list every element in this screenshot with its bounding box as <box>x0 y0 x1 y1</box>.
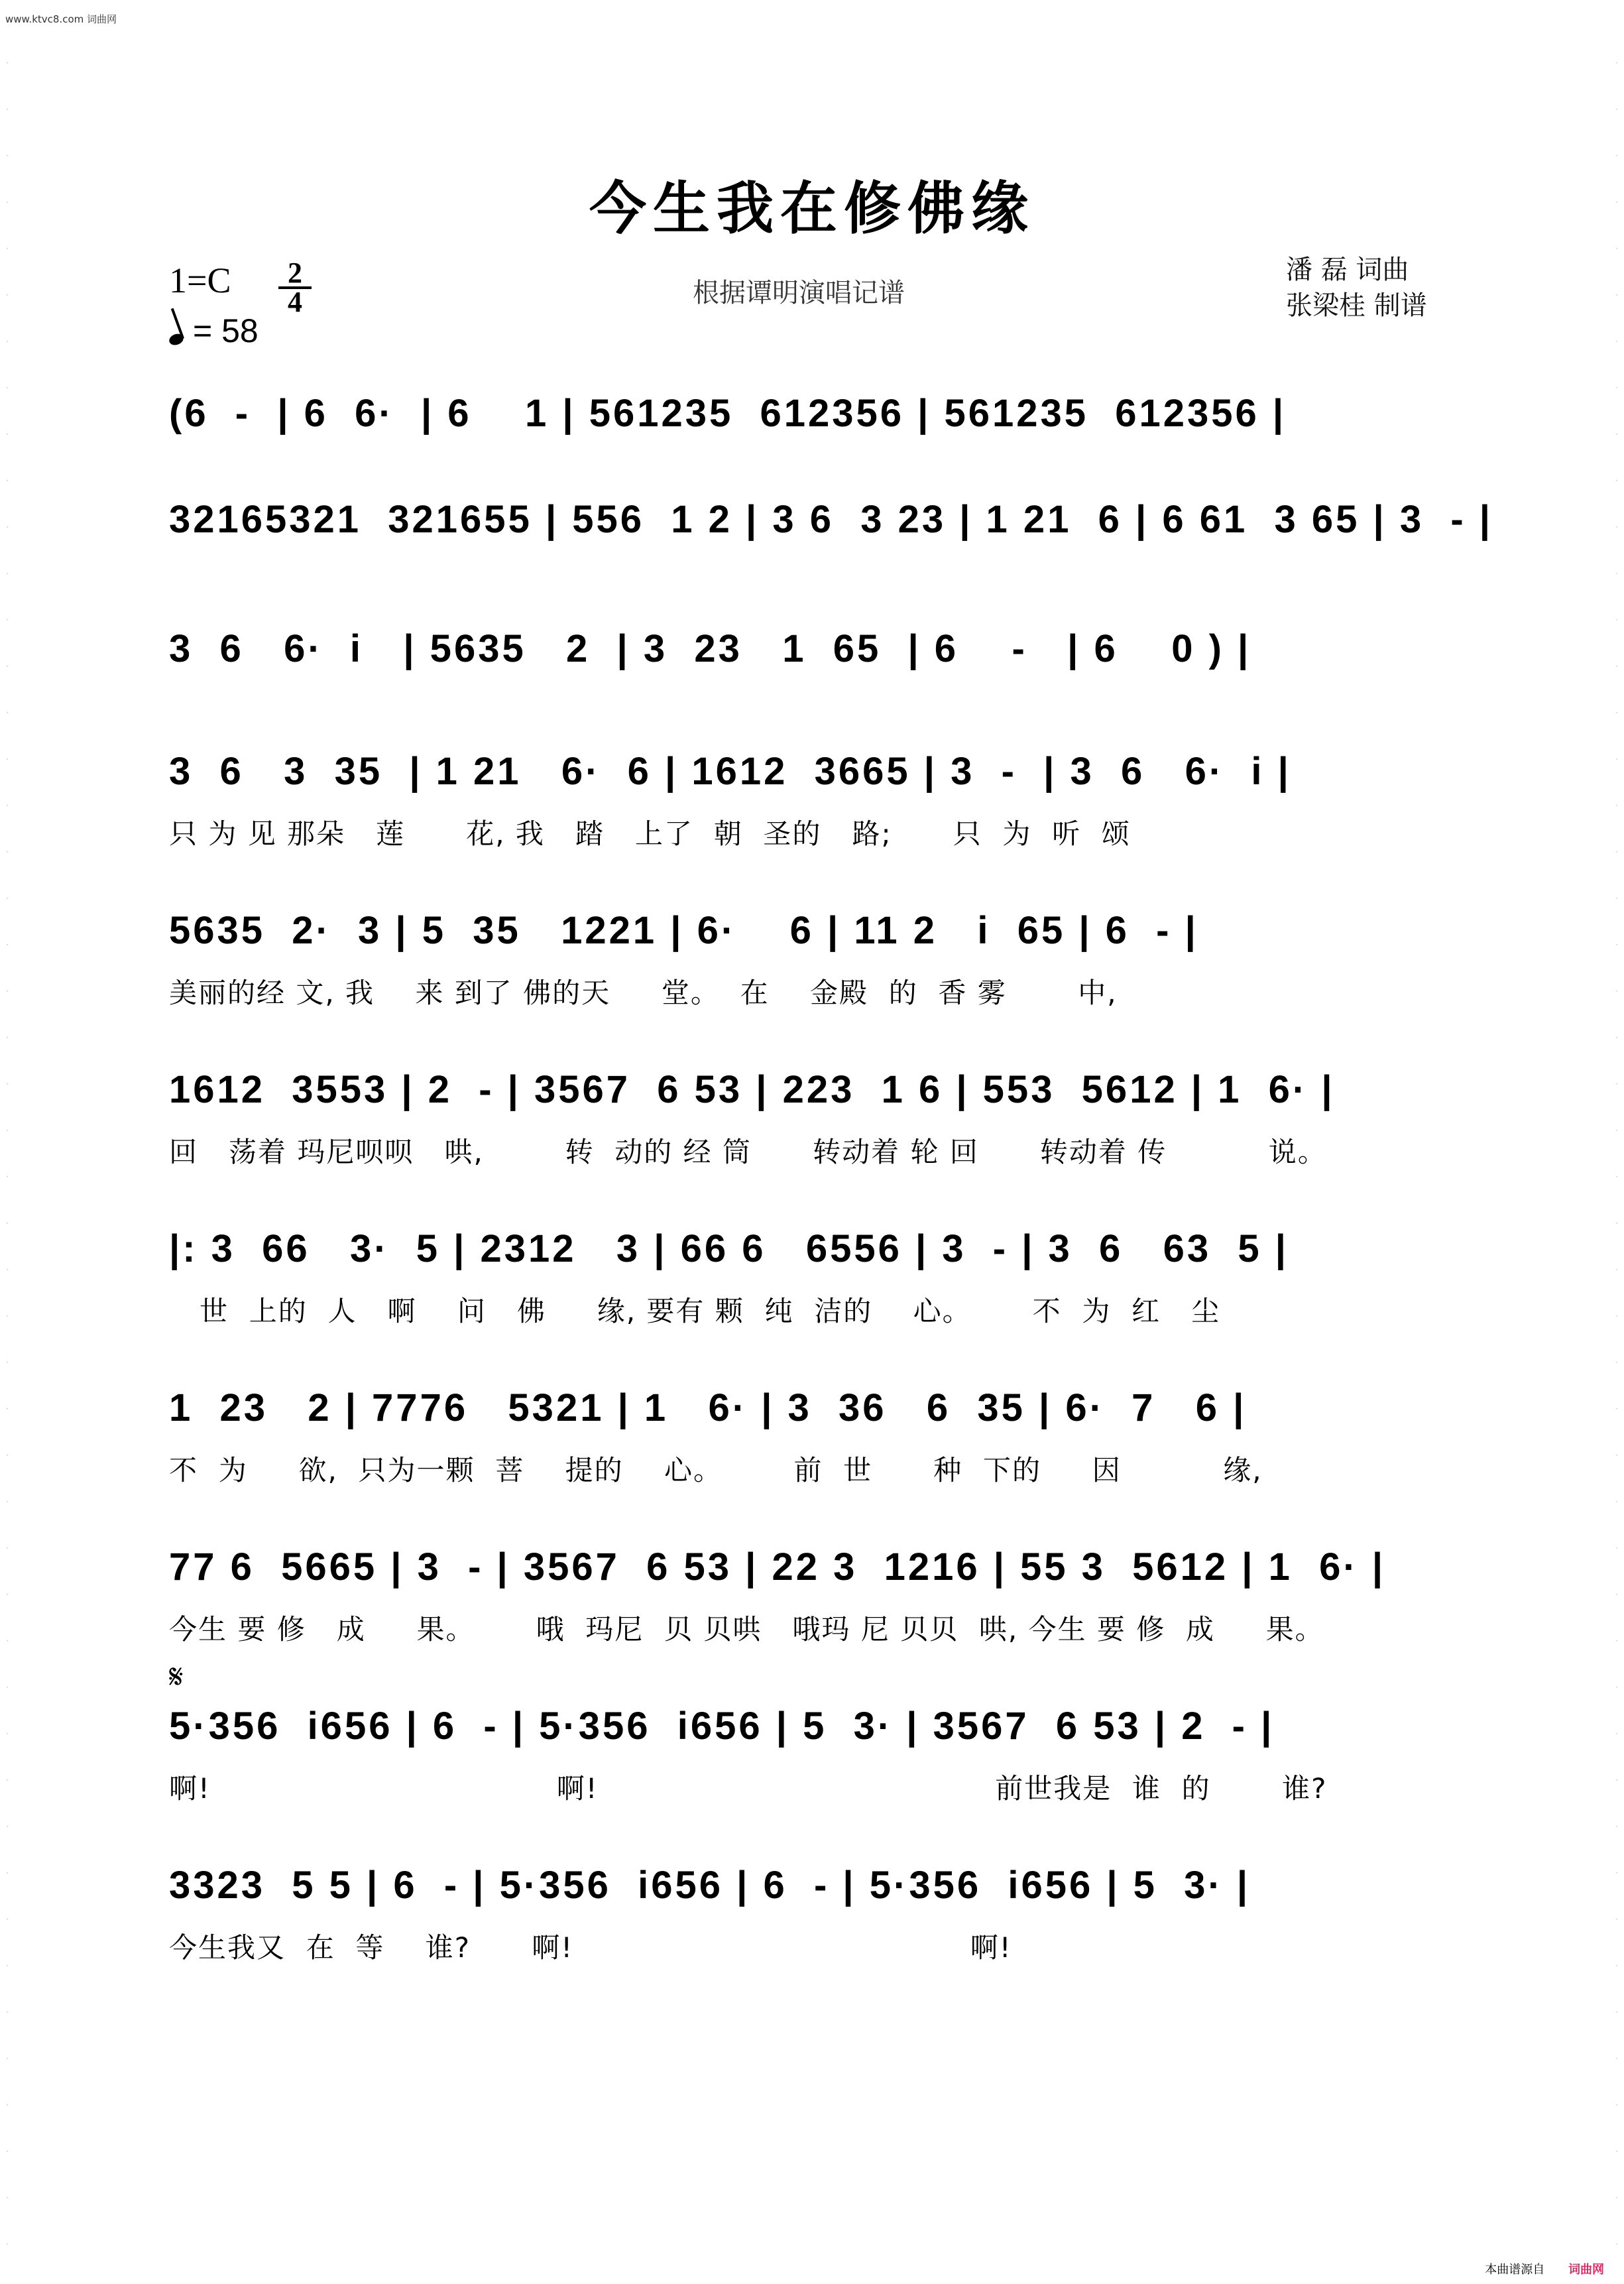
lyrics-line: 回 荡着 玛尼呗呗 哄, 转 动的 经 筒 转动着 轮 回 转动着 传 说。 <box>169 1136 1327 1168</box>
margin-mark: · <box>1615 337 1618 346</box>
margin-mark: · <box>1615 1543 1618 1553</box>
margin-mark: · <box>1615 708 1618 717</box>
tempo-marking <box>169 312 259 350</box>
margin-mark: · <box>1615 987 1618 996</box>
margin-mark: · <box>6 1265 9 1274</box>
margin-mark: · <box>6 1033 9 1042</box>
margin-mark: · <box>6 58 9 68</box>
credit-lyrics-music: 潘 磊 词曲 <box>1286 255 1409 285</box>
margin-mark: · <box>1615 430 1618 439</box>
margin-mark: · <box>6 1775 9 1785</box>
margin-mark: · <box>1615 1033 1618 1042</box>
margin-mark: · <box>6 1451 9 1460</box>
margin-mark: · <box>6 1311 9 1321</box>
margin-mark: · <box>1615 847 1618 857</box>
left-margin-watermark <box>0 40 15 2271</box>
margin-mark: · <box>1615 290 1618 300</box>
credits <box>1286 252 1427 324</box>
margin-mark: · <box>1615 198 1618 207</box>
melody-line: 3 6 6· i | 5635 2 | 3 23 1 65 | 6 - | 6 0 ) | <box>169 627 1251 670</box>
margin-mark: · <box>6 1868 9 1878</box>
margin-mark: · <box>6 1497 9 1506</box>
melody-line: |: 3 66 3· 5 | 2312 3 | 66 6 6556 | 3 - | 3 6 63 5 | <box>169 1227 1289 1270</box>
margin-mark: · <box>1615 1358 1618 1367</box>
margin-mark: · <box>6 383 9 392</box>
margin-mark: · <box>1615 151 1618 160</box>
margin-mark: · <box>6 2193 9 2202</box>
margin-mark: · <box>6 430 9 439</box>
margin-mark: · <box>1615 1172 1618 1181</box>
margin-mark: · <box>6 662 9 671</box>
margin-mark: · <box>1615 1729 1618 1738</box>
margin-mark: · <box>6 198 9 207</box>
melody-line: 3323 5 5 | 6 - | 5·356 i656 | 6 - | 5·356 i656 | 5 3· | <box>169 1864 1251 1907</box>
margin-mark: · <box>6 894 9 903</box>
footer-brand: 词曲网 <box>1568 2263 1604 2277</box>
margin-mark: · <box>6 1729 9 1738</box>
lyrics-line: 不 为 欲, 只为一颗 菩 提的 心。 前 世 种 下的 因 缘, <box>169 1454 1263 1486</box>
margin-mark: · <box>1615 476 1618 485</box>
margin-mark: · <box>6 2054 9 2063</box>
tempo-value: = 58 <box>193 312 259 349</box>
margin-mark: · <box>6 1683 9 1692</box>
margin-mark: · <box>6 151 9 160</box>
margin-mark: · <box>1615 801 1618 810</box>
quarter-note-icon <box>168 332 185 347</box>
lyrics-line: 美丽的经 文, 我 来 到了 佛的天 堂。 在 金殿 的 香 雾 中, <box>169 977 1118 1009</box>
lyrics-line: 啊! 啊! 前世我是 谁 的 谁? <box>169 1772 1328 1805</box>
lyrics-line: 今生我又 在 等 谁? 啊! 啊! <box>169 1931 1012 1964</box>
margin-mark: · <box>6 337 9 346</box>
margin-mark: · <box>1615 2147 1618 2156</box>
margin-mark: · <box>6 940 9 949</box>
lyrics-line: 今生 要 修 成 果。 哦 玛尼 贝 贝哄 哦玛 尼 贝贝 哄, 今生 要 修 成 果。 <box>169 1613 1324 1646</box>
melody-line: 32165321 321655 | 556 1 2 | 3 6 3 23 | 1 21 6 | 6 61 3 65 | 3 - | <box>169 498 1493 541</box>
margin-mark: · <box>6 708 9 717</box>
margin-mark: · <box>6 1358 9 1367</box>
time-signature-top: 2 <box>278 260 312 289</box>
margin-mark: · <box>1615 244 1618 253</box>
melody-line: 77 6 5665 | 3 - | 3567 6 53 | 22 3 1216 | 55 3 5612 | 1 6· | <box>169 1545 1386 1589</box>
margin-mark: · <box>1615 662 1618 671</box>
margin-mark: · <box>1615 1915 1618 1924</box>
margin-mark: · <box>6 290 9 300</box>
margin-mark: · <box>6 2100 9 2110</box>
margin-mark: · <box>1615 522 1618 532</box>
margin-mark: · <box>1615 2100 1618 2110</box>
margin-mark: · <box>6 801 9 810</box>
melody-line: (6 - | 6 6· | 6 1 | 561235 612356 | 561235 612356 | <box>169 392 1287 435</box>
page-footer <box>1485 2260 1604 2277</box>
margin-mark: · <box>1615 1636 1618 1646</box>
right-margin-watermark <box>1609 40 1624 2271</box>
margin-mark: · <box>6 615 9 625</box>
margin-mark: · <box>1615 1311 1618 1321</box>
melody-line: 5635 2· 3 | 5 35 1221 | 6· 6 | 11 2 i 65 | 6 - | <box>169 909 1198 952</box>
margin-mark: · <box>1615 2008 1618 2017</box>
margin-mark: · <box>6 1543 9 1553</box>
melody-line: 5·356 i656 | 6 - | 5·356 i656 | 5 3· | 3567 6 53 | 2 - | <box>169 1705 1275 1748</box>
key-signature: 1=C <box>169 261 231 300</box>
margin-mark: · <box>1615 615 1618 625</box>
margin-mark: · <box>6 1079 9 1089</box>
margin-mark: · <box>1615 1451 1618 1460</box>
margin-mark: · <box>1615 1868 1618 1878</box>
margin-mark: · <box>6 1915 9 1924</box>
margin-mark: · <box>1615 1775 1618 1785</box>
margin-mark: · <box>6 1126 9 1135</box>
margin-mark: · <box>1615 2193 1618 2202</box>
lyrics-line: 世 上的 人 啊 问 佛 缘, 要有 颗 纯 洁的 心。 不 为 红 尘 <box>169 1295 1221 1327</box>
site-watermark: www.ktvc8.com 词曲网 <box>5 13 117 25</box>
margin-mark: · <box>6 522 9 532</box>
song-title: 今生我在修佛缘 <box>589 175 1035 242</box>
margin-mark: · <box>6 2008 9 2017</box>
credit-arranger: 张梁桂 制谱 <box>1286 290 1427 321</box>
margin-mark: · <box>6 1172 9 1181</box>
margin-mark: · <box>1615 1497 1618 1506</box>
margin-mark: · <box>1615 1265 1618 1274</box>
margin-mark: · <box>6 1590 9 1599</box>
margin-mark: · <box>6 987 9 996</box>
margin-mark: · <box>1615 2240 1618 2249</box>
margin-mark: · <box>1615 2054 1618 2063</box>
margin-mark: · <box>1615 1822 1618 1831</box>
time-signature <box>278 257 312 318</box>
margin-mark: · <box>6 1822 9 1831</box>
page-header <box>0 0 1624 30</box>
margin-mark: · <box>6 105 9 114</box>
melody-line: 1612 3553 | 2 - | 3567 6 53 | 223 1 6 | 553 5612 | 1 6· | <box>169 1068 1335 1111</box>
margin-mark: · <box>1615 1590 1618 1599</box>
margin-mark: · <box>1615 58 1618 68</box>
margin-mark: · <box>6 1219 9 1228</box>
margin-mark: · <box>6 1404 9 1413</box>
margin-mark: · <box>6 1961 9 1970</box>
segno-icon: 𝄋 <box>169 1657 184 1696</box>
margin-mark: · <box>1615 940 1618 949</box>
margin-mark: · <box>1615 1961 1618 1970</box>
margin-mark: · <box>1615 1219 1618 1228</box>
margin-mark: · <box>1615 569 1618 578</box>
margin-mark: · <box>1615 1683 1618 1692</box>
margin-mark: · <box>6 569 9 578</box>
melody-line: 1 23 2 | 7776 5321 | 1 6· | 3 36 6 35 | 6· 7 6 | <box>169 1386 1247 1429</box>
margin-mark: · <box>6 244 9 253</box>
footer-source: 本曲谱源自 <box>1485 2263 1545 2277</box>
margin-mark: · <box>1615 1079 1618 1089</box>
source-note: 根据谭明演唱记谱 <box>693 278 905 308</box>
margin-mark: · <box>6 2240 9 2249</box>
margin-mark: · <box>1615 1126 1618 1135</box>
time-signature-bottom: 4 <box>288 286 302 318</box>
margin-mark: · <box>1615 105 1618 114</box>
margin-mark: · <box>1615 383 1618 392</box>
margin-mark: · <box>6 476 9 485</box>
margin-mark: · <box>1615 1404 1618 1413</box>
lyrics-line: 只 为 见 那朵 莲 花, 我 踏 上了 朝 圣的 路; 只 为 听 颂 <box>169 817 1131 850</box>
margin-mark: · <box>6 754 9 764</box>
melody-line: 3 6 3 35 | 1 21 6· 6 | 1612 3665 | 3 - | 3 6 6· i | <box>169 750 1291 793</box>
margin-mark: · <box>6 847 9 857</box>
margin-mark: · <box>1615 894 1618 903</box>
margin-mark: · <box>6 1636 9 1646</box>
margin-mark: · <box>1615 754 1618 764</box>
margin-mark: · <box>6 2147 9 2156</box>
